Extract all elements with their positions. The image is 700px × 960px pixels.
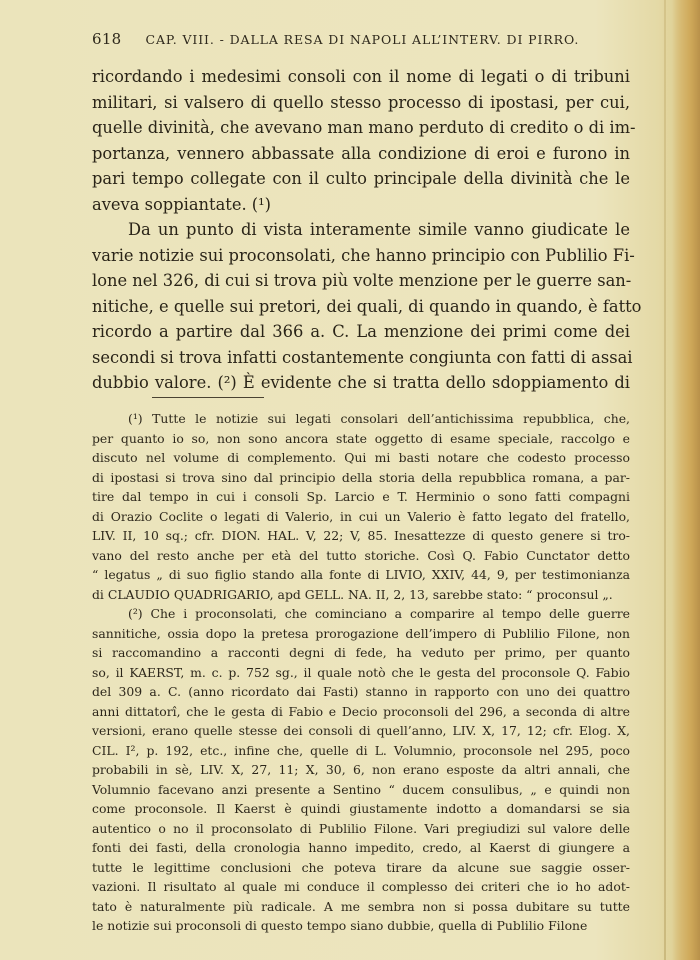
body-line: ricordando i medesimi consoli con il nome di legati o di tribuni	[92, 67, 630, 86]
footnote-line: discuto nel volume di complemento. Qui mi basti notare che codesto processo	[92, 450, 630, 465]
body-line: pari tempo collegate con il culto principale della divinità che le	[92, 169, 630, 188]
running-title: CAP. VIII. - DALLA RESA DI NAPOLI ALL’INTERV. DI PIRRO.	[145, 32, 580, 47]
footnote-line: come proconsole. Il Kaerst è quindi giustamente indotto a domandarsi se sia	[92, 801, 630, 816]
body-line: militari, si valsero di quello stesso processo di ipostasi, per cui,	[92, 92, 630, 112]
body-line: dubbio valore. (²) È evidente che si tratta dello sdoppiamento di	[92, 373, 630, 392]
body-line: varie notizie sui proconsolati, che hanno principio con Publilio Fi-	[92, 245, 635, 265]
footnote-line: le notizie sui proconsoli di questo tempo siano dubbie, quella di Publilio Filone	[92, 918, 588, 933]
footnotes	[92, 409, 630, 936]
body-line: Da un punto di vista interamente simile vanno giudicate le	[128, 220, 630, 239]
footnote-line: per quanto io so, non sono ancora state oggetto di esame speciale, raccolgo e	[92, 430, 630, 446]
footnote-line: del 309 a. C. (anno ricordato dai Fasti) stanno in rapporto con uno dei quattro	[92, 684, 630, 699]
body-line: lone nel 326, di cui si trova più volte menzione per le guerre san-	[92, 271, 632, 290]
body-line: ricordo a partire dal 366 a. C. La menzione dei primi come dei	[92, 322, 630, 341]
footnote-line: (¹) Tutte le notizie sui legati consolari dell’antichissima repubblica, che,	[128, 411, 630, 426]
footnote-line: tutte le legittime conclusioni che poteva tirare da alcune sue saggie osser-	[92, 859, 630, 875]
main-text	[92, 64, 642, 396]
body-line: nitiche, e quelle sui pretori, dei quali, di quando in quando, è fatto	[92, 296, 642, 316]
footnote-line: autentico o no il proconsolato di Publilio Filone. Vari pregiudizi sul valore delle	[92, 820, 630, 836]
page-gutter-line	[664, 0, 666, 960]
page-edge-shadow	[672, 0, 700, 960]
footnote-line: versioni, erano quelle stesse dei consoli di quell’anno, LIV. X, 17, 12; cfr. Elog. X,	[92, 723, 630, 738]
footnote-line: Volumnio facevano anzi presente a Sentino “ ducem consulibus, „ e quindi non	[92, 781, 630, 797]
footnote-line: fonti dei fasti, della cronologia hanno impedito, credo, al Kaerst di giungere a	[92, 840, 630, 855]
footnote-line: vano del resto anche per età del tutto storiche. Così Q. Fabio Cunctator detto	[92, 547, 630, 563]
footnote-line: di ipostasi si trova sino dal principio della storia della repubblica romana, a par-	[92, 469, 630, 485]
footnote-line: anni dittatorî, che le gesta di Fabio e Decio proconsoli del 296, a seconda di altre	[92, 703, 630, 719]
footnote-line: LIV. II, 10 sq.; cfr. DION. HAL. V, 22; V, 85. Inesattezze di questo genere si tro-	[92, 528, 630, 543]
footnote-line: so, il KAERST, m. c. p. 752 sg., il quale notò che le gesta del proconsole Q. Fabio	[92, 664, 630, 680]
footnote-line: si raccomandino a racconti degni di fede, ha veduto per primo, per quanto	[92, 645, 630, 660]
body-line: aveva soppiantate. (¹)	[92, 194, 272, 214]
footnote-line: tire dal tempo in cui i consoli Sp. Larcio e T. Herminio o sono fatti compagni	[92, 489, 630, 504]
footnote-line: di CLAUDIO QUADRIGARIO, apd GELL. NA. II, 2, 13, sarebbe stato: “ proconsul „.	[92, 586, 613, 602]
body-line: portanza, vennero abbassate alla condizione di eroi e furono in	[92, 143, 630, 163]
body-line: secondi si trova infatti costantemente congiunta con fatti di assai	[92, 347, 633, 367]
footnote-separator	[152, 397, 264, 398]
footnote-line: di Orazio Coclite o legati di Valerio, in cui un Valerio è fatto legato del fratello,	[92, 508, 630, 524]
footnote-line: tato è naturalmente più radicale. A me sembra non si possa dubitare su tutte	[92, 898, 630, 914]
footnote-line: “ legatus „ di suo figlio stando alla fonte di LIVIO, XXIV, 44, 9, per testimonianza	[92, 567, 630, 582]
footnote-line: probabili in sè, LIV. X, 27, 11; X, 30, 6, non erano esposte da altri annali, che	[92, 762, 630, 777]
footnote-line: vazioni. Il risultato al quale mi conduce il complesso dei criteri che io ho adot-	[92, 879, 630, 894]
footnote-line: (²) Che i proconsolati, che cominciano a comparire al tempo delle guerre	[128, 606, 630, 621]
body-line: quelle divinità, che avevano man mano perduto di credito o di im-	[92, 118, 636, 137]
page-number: 618	[92, 30, 122, 48]
footnote-line: sannitiche, ossia dopo la pretesa prorogazione dell’impero di Publilio Filone, non	[92, 625, 630, 641]
footnote-line: CIL. I², p. 192, etc., infine che, quelle di L. Volumnio, proconsole nel 295, poco	[92, 742, 630, 758]
running-header	[92, 30, 632, 48]
